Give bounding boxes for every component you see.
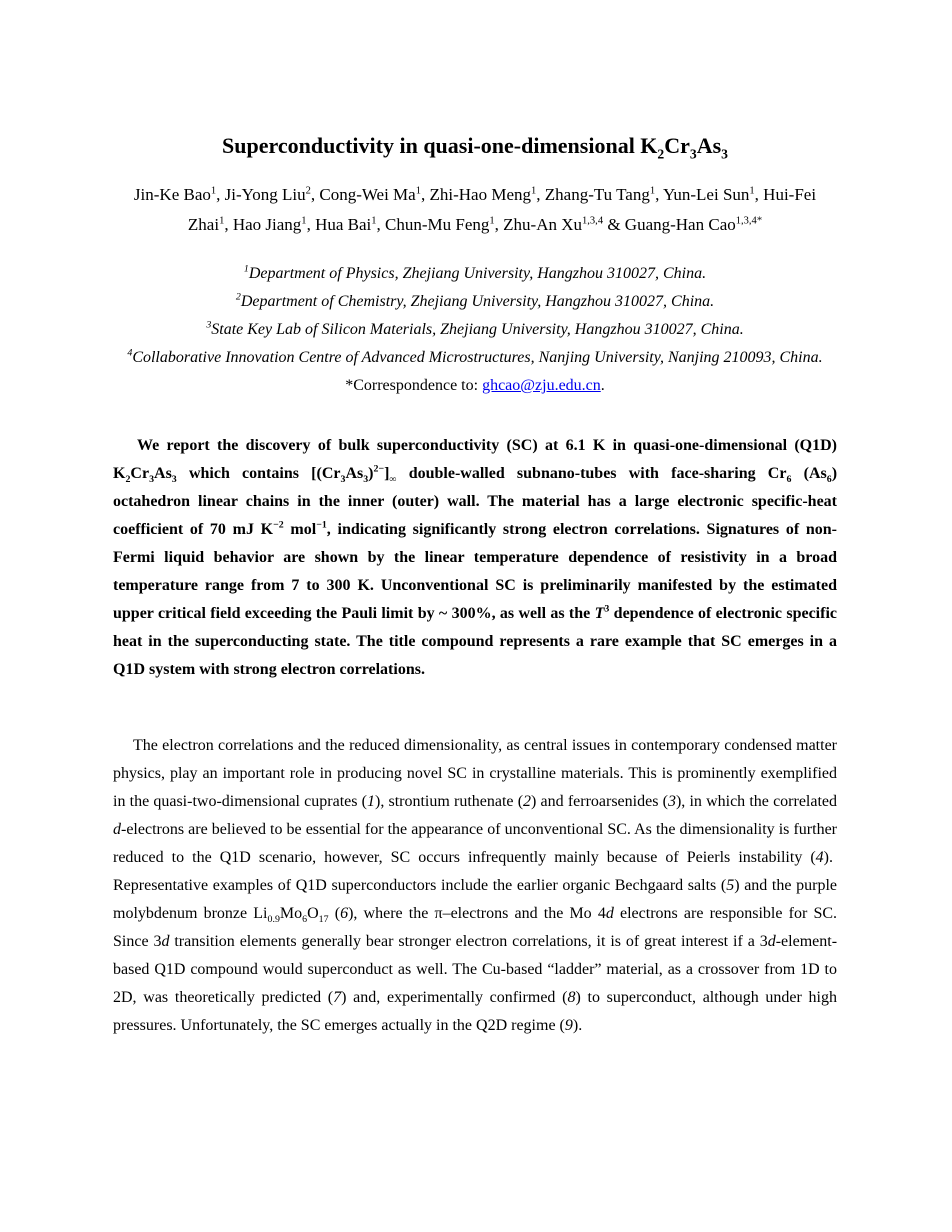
text-run: As (154, 465, 172, 482)
text-run: 17 (318, 914, 329, 926)
text-run: d (605, 905, 614, 922)
text-run: -electrons are believed to be essential for the appearance of unconventional SC. As the dimensionality is further reduced to the Q1D scenario, however, SC occurs infrequently mainly because of Peierls instability ( (113, 821, 837, 866)
affiliation-line-4 (113, 344, 837, 372)
correspondence-email-link[interactable]: ghcao@zju.edu.cn (482, 377, 601, 394)
text-run: 1 (649, 185, 656, 197)
text-run: ) and the purple molybdenum bronze Li (113, 877, 837, 922)
text-run: , Cong-Wei Ma (310, 185, 416, 204)
text-run: 1 (415, 185, 421, 197)
text-run: 6 (302, 914, 308, 926)
text-run: ) octahedron linear chains in the inner (outer) wall. The material has a large electronic specific-heat coefficient of 70 mJ K (113, 465, 838, 538)
text-run: (As (791, 465, 827, 482)
text-run: 1 (489, 215, 495, 227)
text-run: 2− (373, 463, 385, 475)
text-run: d (767, 933, 776, 950)
text-run: , Hui-Fei Zhai (187, 185, 817, 234)
text-run: transition elements generally bear stronger electron correlations, it is of great interest if a 3 (169, 933, 768, 950)
text-run: 2 (125, 474, 131, 486)
text-run: 3 (667, 793, 676, 810)
text-run: ] (384, 465, 390, 482)
text-run: 2 (523, 793, 532, 810)
text-run: 1 (749, 185, 755, 197)
text-run: ). (572, 1017, 583, 1034)
text-run: d (113, 821, 121, 838)
text-run: , Hao Jiang (224, 215, 302, 234)
intro-paragraph (113, 732, 837, 1040)
text-run: d (161, 933, 170, 950)
correspondence-line (113, 372, 837, 400)
text-run: ( (328, 905, 341, 922)
text-run: 3 (206, 319, 212, 331)
text-run: which contains [(Cr (176, 465, 341, 482)
text-run: Department of Chemistry, Zhejiang University, Hangzhou 310027, China. (240, 293, 715, 310)
affiliation-line-1 (113, 260, 837, 288)
text-run: *Correspondence to: (345, 377, 483, 394)
text-run: ), strontium ruthenate ( (374, 793, 524, 810)
text-run: 7 (333, 989, 342, 1006)
text-run: , Ji-Yong Liu (216, 185, 306, 204)
text-run: -element-based Q1D compound would superconduct as well. The Cu-based “ladder” material, as a crossover from 1D to 2D, was theoretically predicted ( (113, 933, 838, 1006)
text-run: ) and, experimentally confirmed ( (341, 989, 568, 1006)
text-run: 8 (567, 989, 576, 1006)
text-run: As (696, 133, 722, 158)
text-run: The electron correlations and the reduced dimensionality, as central issues in contemporary condensed matter physics, play an important role in producing novel SC in crystalline materials. This is prominently exemplified in the quasi-two-dimensional cuprates ( (113, 737, 837, 810)
text-run: 3 (604, 603, 610, 615)
text-run: O (307, 905, 319, 922)
text-run: ) (368, 465, 374, 482)
text-run: 2 (657, 146, 665, 162)
text-run: 1 (243, 263, 249, 275)
text-run: 1 (210, 185, 217, 197)
paper-title (113, 130, 837, 162)
text-run: , Zhu-An Xu (494, 215, 583, 234)
text-run: 9 (564, 1017, 573, 1034)
text-run: −2 (273, 519, 284, 531)
text-run: ). Representative examples of Q1D superconductors include the earlier organic Bechgaard salts ( (113, 849, 837, 894)
text-run: 3 (363, 474, 369, 486)
text-run: , Zhi-Hao Meng (421, 185, 532, 204)
affiliation-line-3 (113, 316, 837, 344)
text-run: 1 (366, 793, 375, 810)
text-run: , Yun-Lei Sun (655, 185, 750, 204)
text-run: 3 (149, 474, 155, 486)
text-run: ) and ferroarsenides ( (531, 793, 668, 810)
text-run: 1,3,4 (582, 215, 604, 227)
text-run: , Zhang-Tu Tang (536, 185, 650, 204)
text-run: As (345, 465, 364, 482)
affiliation-line-2 (113, 288, 837, 316)
text-run: 1 (531, 185, 537, 197)
text-run: 3 (171, 474, 177, 486)
text-run: ), where the π–electrons and the Mo 4 (348, 905, 606, 922)
text-run: double-walled subnano-tubes with face-sharing Cr (396, 465, 787, 482)
text-run: 2 (305, 185, 311, 197)
text-run: 0.9 (267, 914, 280, 926)
text-run: Department of Physics, Zhejiang University, Hangzhou 310027, China. (248, 265, 707, 282)
text-run: T (594, 605, 605, 622)
text-run: 4 (815, 849, 824, 866)
text-run: , Chun-Mu Feng (376, 215, 490, 234)
text-run: 1,3,4* (735, 215, 763, 227)
text-run: Jin-Ke Bao (133, 185, 211, 204)
text-run: 1 (219, 215, 225, 227)
text-run: 5 (726, 877, 735, 894)
text-run: 1 (301, 215, 307, 227)
text-run: 6 (340, 905, 349, 922)
text-run: 6 (826, 474, 832, 486)
author-list (113, 180, 837, 240)
text-run: 3 (689, 146, 697, 162)
text-run: 6 (786, 474, 792, 486)
affiliations-block (113, 260, 837, 372)
text-run: 1 (371, 215, 377, 227)
text-run: Superconductivity in quasi-one-dimensional K (222, 133, 658, 158)
text-run: , Hua Bai (306, 215, 372, 234)
text-run: 2 (235, 291, 241, 303)
text-run: ∞ (389, 474, 397, 486)
text-run: −1 (316, 519, 327, 531)
text-run: electrons are responsible for SC. Since 3 (113, 905, 838, 950)
text-run: , indicating significantly strong electron correlations. Signatures of non-Fermi liquid behavior are shown by the linear temperature dependence of resistivity in a broad temperature range from 7 to 300 K. Unconventional SC is preliminarily manifested by the estimated upper critical field exceeding the Pauli limit by ~ 300%, as well as the (113, 521, 838, 622)
text-run: ), in which the correlated (675, 793, 838, 810)
text-run: State Key Lab of Silicon Materials, Zhejiang University, Hangzhou 310027, China. (211, 321, 744, 338)
text-run: Cr (664, 133, 690, 158)
text-run: Cr (130, 465, 150, 482)
text-run: dependence of electronic specific heat in the superconducting state. The title compound represents a rare example that SC emerges in a Q1D system with strong electron correlations. (113, 605, 838, 678)
text-run: 4 (127, 347, 133, 359)
text-run: Collaborative Innovation Centre of Advanced Microstructures, Nanjing University, Nanjing 210093, China. (132, 349, 823, 366)
text-run: 3 (340, 474, 346, 486)
text-run: We report the discovery of bulk superconductivity (SC) at 6.1 K in quasi-one-dimensional (Q1D) K (113, 437, 837, 482)
abstract-paragraph (113, 432, 837, 684)
text-run: & Guang-Han Cao (603, 215, 736, 234)
text-run: . (600, 377, 605, 394)
text-run: 3 (721, 146, 728, 162)
text-run: mol (283, 521, 317, 538)
text-run: ) to superconduct, although under high pressures. Unfortunately, the SC emerges actually in the Q2D regime ( (113, 989, 838, 1034)
text-run: Mo (279, 905, 303, 922)
